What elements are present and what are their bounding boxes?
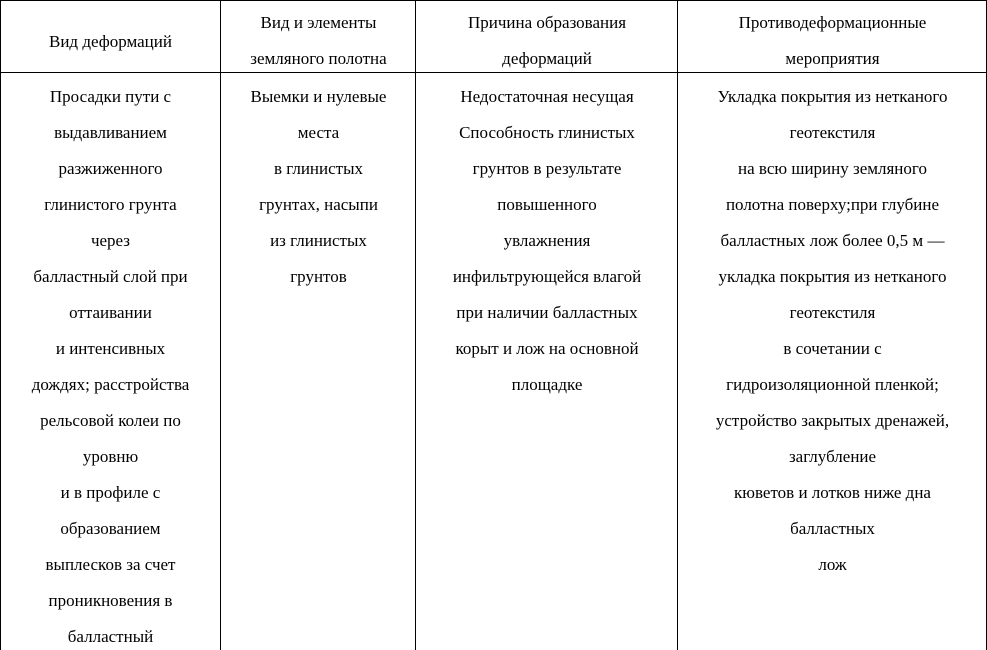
text-line: в сочетании с	[783, 339, 882, 358]
text-line: Способность глинистых	[459, 123, 635, 142]
text-line: уровню	[82, 447, 139, 466]
text-line: устройство закрытых дренажей,	[715, 411, 950, 430]
text-line: Вид деформаций	[49, 32, 172, 51]
text-line: оттаивании	[69, 303, 152, 322]
text-line: Противодеформационные	[738, 13, 927, 32]
text-line: грунтов в результате	[472, 159, 622, 178]
text-line: грунтов	[290, 267, 347, 286]
text-line: заглубление	[788, 447, 877, 466]
text-line: из глинистых	[270, 231, 367, 250]
text-line: и интенсивных	[55, 339, 166, 358]
text-line: повышенного	[497, 195, 597, 214]
header-countermeasures	[678, 5, 987, 77]
cell-deformation-type	[0, 79, 221, 650]
text-line: корыт и лож на основной	[455, 339, 639, 358]
text-line: глинистого грунта	[44, 195, 177, 214]
text-line: гидроизоляционной пленкой;	[726, 375, 939, 394]
header-deformation-cause	[416, 5, 678, 77]
text-line: Вид и элементы	[260, 13, 377, 32]
text-line: места	[297, 123, 340, 142]
text-line: выплесков за счет	[45, 555, 176, 574]
text-line: геотекстиля	[789, 303, 876, 322]
text-line: дождях; расстройства	[31, 375, 190, 394]
text-line: при наличии балластных	[456, 303, 638, 322]
text-line: рельсовой колеи по	[40, 411, 181, 430]
text-line: проникновения в	[48, 591, 173, 610]
text-line: образованием	[60, 519, 161, 538]
text-line: Укладка покрытия из нетканого	[717, 87, 948, 106]
text-line: Выемки и нулевые	[250, 87, 387, 106]
cell-deformation-cause	[416, 79, 678, 403]
text-line: Просадки пути с	[49, 87, 172, 106]
cell-countermeasures	[678, 79, 987, 583]
text-line: площадке	[511, 375, 583, 394]
text-line: балластный слой при	[33, 267, 188, 286]
header-subgrade-elements	[221, 5, 416, 77]
text-line: и в профиле с	[60, 483, 161, 502]
text-line: полотна поверху;при глубине	[725, 195, 940, 214]
text-line: Недостаточная несущая	[460, 87, 634, 106]
cell-subgrade-elements	[221, 79, 416, 295]
header-deformation-type	[0, 24, 221, 60]
text-line: геотекстиля	[789, 123, 876, 142]
text-line: инфильтрующейся влагой	[452, 267, 642, 286]
text-line: выдавливанием	[54, 123, 167, 142]
text-line: земляного полотна	[250, 49, 387, 68]
text-line: лож	[818, 555, 847, 574]
text-line: балластных	[790, 519, 875, 538]
text-line: укладка покрытия из нетканого	[718, 267, 947, 286]
text-line: мероприятия	[785, 49, 880, 68]
text-line: деформаций	[502, 49, 592, 68]
text-line: разжиженного	[58, 159, 163, 178]
text-line: кюветов и лотков ниже дна	[734, 483, 931, 502]
text-line: на всю ширину земляного	[738, 159, 927, 178]
text-line: Причина образования	[467, 13, 627, 32]
text-line: балластных лож более 0,5 м —	[720, 231, 945, 250]
text-line: грунтах, насыпи	[259, 195, 378, 214]
text-line: через	[90, 231, 131, 250]
text-line: в глинистых	[273, 159, 364, 178]
text-line: балластный	[67, 627, 154, 646]
text-line: увлажнения	[503, 231, 591, 250]
